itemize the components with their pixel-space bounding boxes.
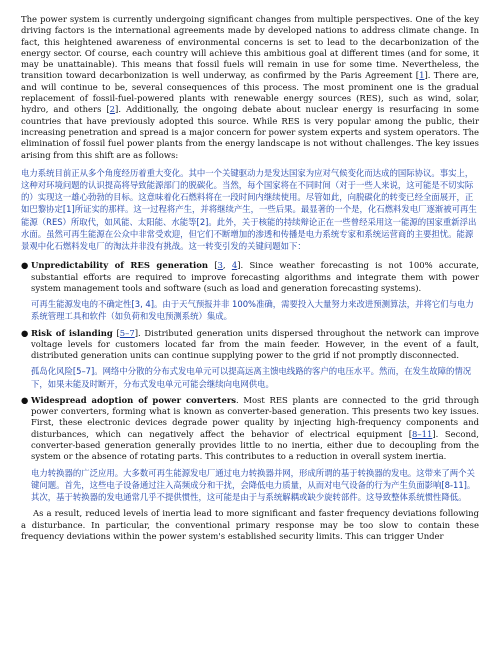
key-issues-list [21, 260, 479, 503]
list-item-text: ]. Distributed generation units dispersed throughout the network can improve voltage levels for customers located far from the main feeder. However, in the event of a fault, distributed generation units can continue supplying power to the grid if not promptly disconnected. [31, 327, 479, 361]
citation-link-5-7[interactable]: 5–7 [119, 327, 135, 338]
citation-link-8-11[interactable]: 8–11 [412, 428, 433, 439]
list-item-zh: 可再生能源发电的不确定性[3, 4]。由于天气预报并非 100%准确，需要投入大量努力来改进预测算法，并将它们与电力系统管理工具和软件（如负荷和发电预测系统）集成。 [31, 299, 474, 322]
list-item-en [31, 395, 479, 463]
list-item-res-unpredictability [21, 260, 479, 322]
list-item-title: Widespread adoption of power converters [31, 394, 237, 405]
intro-text-part-1: The power system is currently undergoing significant changes from multiple perspectives. One of the key driving factors is the international agreements made by developed nations to address climate change. In fact, this heightened awareness of environmental concerns is set to lead to the decarbonization of the energy sector. Of course, each country will achieve this ambitious goal at different times (and for some, it may be unattainable). This means that fossil fuels will remain in use for some time. Nevertheless, the transition toward decarbonization is well underway, as confirmed by the Paris Agreement [ [21, 14, 479, 81]
closing-paragraph-en: As a result, reduced levels of inertia lead to more significant and faster frequency deviations following a disturbance. In particular, the conventional primary response may be too slow to contain these frequency deviations within the power system's established security limits. This can trigger Under [21, 508, 479, 541]
list-item-title: Risk of islanding [31, 327, 113, 338]
list-item-text: ]. Since weather forecasting is not 100% accurate, substantial efforts are required to improve forecasting algorithms and integrate them with power system management tools and software (such as load and generation forecasting systems). [31, 260, 479, 293]
list-item-text: [ [112, 327, 120, 338]
intro-paragraph-zh: 电力系统目前正从多个角度经历着重大变化。其中一个关键驱动力是发达国家为应对气候变化而达成的国际协议。事实上，这种对环境问题的认识提高将导致能源部门的脱碳化。当然，每个国家将在不同时间（对于一些人来说，这可能是不切实际的）实现这一雄心勃勃的目标。这意味着化石燃料将在一段时间内继续使用。尽管如此，向脱碳化的转变已经全面展开，正如巴黎协定[1]所证实的那样。这一过程将产生，并将继续产生，一些后果。最显著的一个是，化石燃料发电厂逐渐被可再生能源（RES）所取代，如风能、太阳能、水能等[2]。此外，关于核能的持续辩论正在一些曾经采用这一能源的国家重新浮出水面。虽然可再生能源在公众中非常受欢迎，但它们不断增加的渗透和传播是电力系统专家和系统运营商的主要担忧。能源景观中化石燃料发电厂的淘汰并非没有挑战。这一转变引发的关键问题如下： [21, 167, 477, 252]
citation-link-2[interactable]: 2 [109, 104, 116, 115]
bullet-icon: ● [21, 260, 29, 271]
list-item-zh: 电力转换器的广泛应用。大多数可再生能源发电厂通过电力转换器并网，形成所谓的基于转换器的发电。这带来了两个关键问题。首先，这些电子设备通过注入高频成分和干扰，会降低电力质量，从而对电气设备的行为产生负面影响[8-11]。其次，基于转换器的发电通常几乎不提供惯性，这可能是由于与系统解耦或缺少旋转部件。这导致整体系统惯性降低。 [31, 467, 476, 503]
citation-link-4[interactable]: 4 [231, 260, 238, 271]
bullet-icon: ● [21, 327, 29, 338]
citation-link-3[interactable]: 3 [217, 260, 223, 271]
citation-link-1[interactable]: 1 [419, 70, 425, 81]
intro-text-part-2: ]. There are, and will continue to be, several consequences of this process. The most prominent one is the gradual replacement of fossil-fuel-powered plants with renewable energy sources (RES), such as wind, solar, hydro, and others [ [21, 70, 479, 115]
list-item-zh: 孤岛化风险[5–7]。网络中分散的分布式发电单元可以提高远离主馈电线路的客户的电压水平。然而，在发生故障的情况下，如果未能及时断开，分布式发电单元可能会继续向电网供电。 [31, 366, 472, 389]
list-item-text: . Most RES plants are connected to the grid through power converters, forming what is known as converter-based generation. This presents two key issues. First, these electronic devices degrade power quality by injecting high-frequency components and disturbances, which can negatively affect the behavior of electrical equipment [ [31, 394, 480, 439]
list-item-text: ]. Second, converter-based generation generally provides little to no inertia, either due to decoupling from the system or the absence of rotating parts. This contributes to a reduction in overall system inertia. [31, 428, 479, 462]
intro-paragraph-en [21, 14, 479, 161]
list-item-en [31, 328, 479, 362]
list-item-title: Unpredictability of RES generation [31, 260, 208, 271]
bullet-icon: ● [21, 394, 29, 405]
list-item-en: Unpredictability of RES generation [3, 4]. Since weather forecasting is not 100% accurate, substantial efforts are required to improve forecasting algorithms and integrate them with power system management tools and software (such as load and generation forecasting systems). [31, 260, 479, 293]
list-item-power-converters [21, 395, 479, 503]
list-item-risk-of-islanding [21, 328, 479, 390]
list-item-text: [ [207, 260, 218, 271]
intro-text-part-3: ]. Additionally, the ongoing debate about nuclear energy is resurfacing in some countries that have previously adopted this source. While RES is very popular among the public, their increasing penetration and spread is a major concern for power system experts and system operators. The elimination of fossil fuel power plants from the energy landscape is not without challenges. The key issues arising from this shift are as follows: [21, 104, 479, 160]
